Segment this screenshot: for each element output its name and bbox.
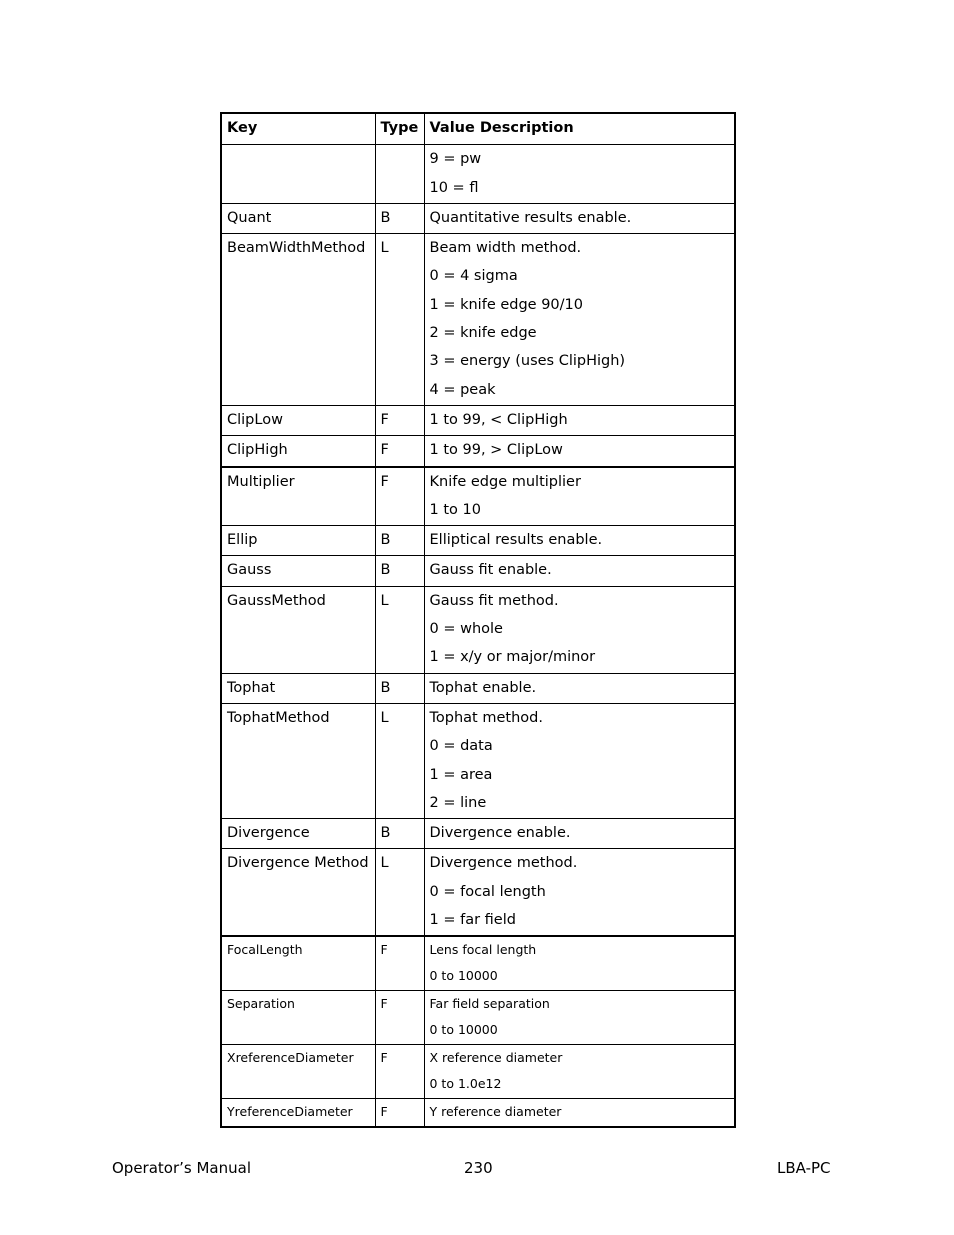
cell-key: Divergence Method bbox=[221, 849, 375, 936]
description-line: Divergence enable. bbox=[429, 825, 571, 842]
description-line: 1 = far field bbox=[429, 912, 516, 929]
description-line: 1 to 99, < ClipHigh bbox=[429, 411, 568, 428]
cell-key: Divergence bbox=[221, 819, 375, 849]
description-line: Gauss fit enable. bbox=[429, 562, 552, 579]
table-row bbox=[221, 703, 735, 818]
description-line: 9 = pw bbox=[429, 151, 482, 168]
cell-value-description bbox=[424, 145, 735, 204]
table-row bbox=[221, 819, 735, 849]
description-line: 1 = area bbox=[429, 766, 493, 783]
description-line: 10 = fl bbox=[429, 179, 479, 196]
cell-value-description bbox=[424, 991, 735, 1045]
cell-key: XreferenceDiameter bbox=[221, 1045, 375, 1099]
description-line: 1 to 99, > ClipLow bbox=[429, 442, 563, 459]
header-key: Key bbox=[221, 113, 375, 145]
table-row bbox=[221, 467, 735, 526]
table-body bbox=[221, 145, 735, 1128]
cell-value-description bbox=[424, 673, 735, 703]
cell-value-description bbox=[424, 526, 735, 556]
cell-key: Multiplier bbox=[221, 467, 375, 526]
header-value-description: Value Description bbox=[424, 113, 735, 145]
cell-type: B bbox=[375, 203, 424, 233]
cell-key: Gauss bbox=[221, 556, 375, 586]
cell-value-description bbox=[424, 703, 735, 818]
description-line: Knife edge multiplier bbox=[429, 473, 581, 490]
description-line: Tophat method. bbox=[429, 709, 543, 726]
cell-key: YreferenceDiameter bbox=[221, 1099, 375, 1128]
description-line: Beam width method. bbox=[429, 240, 582, 257]
cell-type: F bbox=[375, 1045, 424, 1099]
table-row bbox=[221, 145, 735, 204]
cell-value-description bbox=[424, 203, 735, 233]
cell-type: F bbox=[375, 991, 424, 1045]
cell-key: Tophat bbox=[221, 673, 375, 703]
cell-type: F bbox=[375, 1099, 424, 1128]
cell-value-description bbox=[424, 436, 735, 467]
cell-type: L bbox=[375, 586, 424, 673]
cell-type: L bbox=[375, 849, 424, 936]
table-row bbox=[221, 586, 735, 673]
header-type: Type bbox=[375, 113, 424, 145]
footer-product-name: LBA-PC bbox=[777, 1159, 831, 1177]
description-line: 1 = x/y or major/minor bbox=[429, 649, 596, 666]
table-row bbox=[221, 673, 735, 703]
cell-key bbox=[221, 145, 375, 204]
table-row bbox=[221, 1099, 735, 1128]
cell-value-description bbox=[424, 1099, 735, 1128]
table-row bbox=[221, 405, 735, 435]
cell-value-description bbox=[424, 849, 735, 936]
description-line: Quantitative results enable. bbox=[429, 209, 632, 226]
cell-type: F bbox=[375, 405, 424, 435]
cell-value-description bbox=[424, 819, 735, 849]
description-line: 0 = 4 sigma bbox=[429, 268, 518, 285]
table-row bbox=[221, 203, 735, 233]
table-row bbox=[221, 1045, 735, 1099]
cell-value-description bbox=[424, 586, 735, 673]
description-line: 0 to 10000 bbox=[429, 1022, 498, 1038]
cell-value-description bbox=[424, 1045, 735, 1099]
cell-type: L bbox=[375, 703, 424, 818]
cell-type: F bbox=[375, 936, 424, 991]
cell-value-description bbox=[424, 405, 735, 435]
cell-key: Separation bbox=[221, 991, 375, 1045]
cell-type: B bbox=[375, 673, 424, 703]
cell-value-description bbox=[424, 467, 735, 526]
cell-key: ClipLow bbox=[221, 405, 375, 435]
cell-key: TophatMethod bbox=[221, 703, 375, 818]
cell-key: GaussMethod bbox=[221, 586, 375, 673]
table-header-row bbox=[221, 113, 735, 145]
description-line: 0 to 10000 bbox=[429, 968, 498, 984]
footer-manual-title: Operator’s Manual bbox=[112, 1159, 251, 1177]
parameter-table bbox=[220, 112, 736, 1128]
table-row bbox=[221, 556, 735, 586]
cell-type: L bbox=[375, 234, 424, 406]
description-line: 3 = energy (uses ClipHigh) bbox=[429, 353, 626, 370]
cell-key: ClipHigh bbox=[221, 436, 375, 467]
cell-key: FocalLength bbox=[221, 936, 375, 991]
table-row bbox=[221, 849, 735, 936]
cell-key: Quant bbox=[221, 203, 375, 233]
table-row bbox=[221, 936, 735, 991]
table-row bbox=[221, 436, 735, 467]
cell-value-description bbox=[424, 234, 735, 406]
description-line: 0 = focal length bbox=[429, 883, 546, 900]
description-line: 0 to 1.0e12 bbox=[429, 1076, 502, 1092]
table-row bbox=[221, 526, 735, 556]
footer-page-number: 230 bbox=[464, 1159, 493, 1177]
table-row bbox=[221, 234, 735, 406]
cell-key: Ellip bbox=[221, 526, 375, 556]
description-line: Gauss fit method. bbox=[429, 592, 559, 609]
description-line: 1 to 10 bbox=[429, 501, 481, 518]
cell-type: F bbox=[375, 436, 424, 467]
table-row bbox=[221, 991, 735, 1045]
description-line: 2 = line bbox=[429, 794, 487, 811]
cell-type: B bbox=[375, 819, 424, 849]
description-line: Y reference diameter bbox=[429, 1104, 562, 1120]
cell-type: B bbox=[375, 526, 424, 556]
description-line: Elliptical results enable. bbox=[429, 532, 603, 549]
description-line: 0 = whole bbox=[429, 621, 503, 638]
description-line: X reference diameter bbox=[429, 1050, 563, 1066]
description-line: 2 = knife edge bbox=[429, 325, 537, 342]
cell-value-description bbox=[424, 936, 735, 991]
cell-type: B bbox=[375, 556, 424, 586]
cell-type: F bbox=[375, 467, 424, 526]
description-line: Divergence method. bbox=[429, 855, 578, 872]
description-line: Tophat enable. bbox=[429, 679, 537, 696]
description-line: 0 = data bbox=[429, 738, 493, 755]
description-line: 4 = peak bbox=[429, 381, 496, 398]
cell-value-description bbox=[424, 556, 735, 586]
cell-type bbox=[375, 145, 424, 204]
cell-key: BeamWidthMethod bbox=[221, 234, 375, 406]
description-line: Far field separation bbox=[429, 996, 550, 1012]
description-line: 1 = knife edge 90/10 bbox=[429, 296, 583, 313]
description-line: Lens focal length bbox=[429, 942, 537, 958]
